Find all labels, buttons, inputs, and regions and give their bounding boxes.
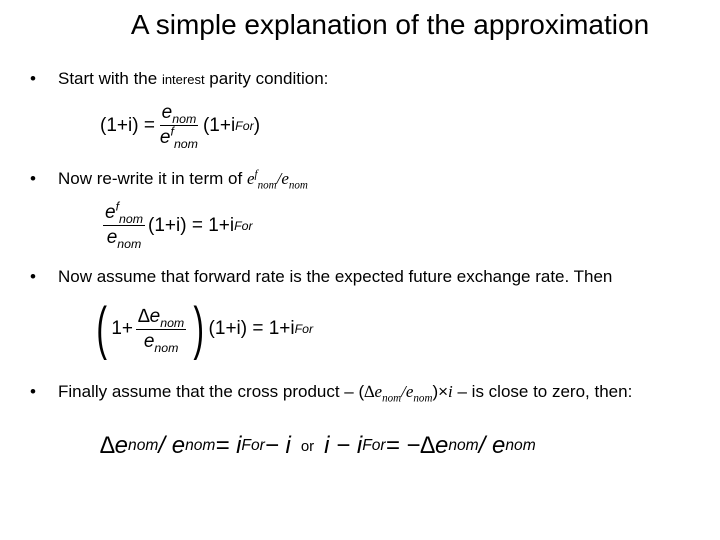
- eq-var: / e: [478, 432, 506, 459]
- math-var: /e: [276, 169, 289, 188]
- eq-var: − i: [264, 432, 291, 459]
- equation-1: (1+i) = $\frac{e_{nom}}{e^f_{nom}}$ (1+i For ): [100, 102, 261, 151]
- math-var: e: [246, 169, 255, 188]
- bullet-1: [30, 68, 328, 91]
- eq-var: e: [105, 202, 116, 223]
- math-var: /e: [401, 382, 414, 401]
- fraction: [136, 306, 186, 353]
- bullet-text: parity condition:: [204, 69, 329, 88]
- bullet-small-text: interest: [161, 72, 205, 87]
- eq-text: (1+i) = 1+i: [148, 214, 235, 236]
- math-sub: nom: [288, 179, 308, 192]
- eq-sub: nom: [119, 211, 144, 226]
- bullet-text: Start with the: [58, 69, 162, 88]
- eq-text: (1+i) =: [100, 114, 155, 136]
- eq-var: ∆e: [100, 432, 129, 459]
- eq-var: = i: [215, 432, 242, 459]
- eq-var: / e: [158, 432, 186, 459]
- slide-title: A simple explanation of the approximation: [130, 9, 650, 40]
- equation-4: ∆e nom / e nom = i For − i or i − i For = −∆e nom / e nom: [100, 432, 536, 459]
- math-sup: f: [254, 168, 258, 181]
- eq-sub: nom: [172, 111, 197, 126]
- math-sub: nom: [257, 179, 277, 192]
- bullet-2: [30, 168, 308, 190]
- eq-var: e: [159, 127, 171, 148]
- math-var: i: [448, 382, 453, 401]
- eq-sub: nom: [173, 136, 198, 151]
- eq-text: ): [253, 114, 261, 136]
- fraction: [103, 199, 145, 251]
- eq-sup: f: [115, 199, 120, 214]
- eq-var: ∆e: [138, 305, 161, 327]
- eq-var: e: [143, 330, 155, 352]
- equation-2: $\frac{e^f_{nom}}{e_{nom}}$ (1+i) = 1+i For: [105, 199, 253, 251]
- bullet-text: )×: [432, 382, 449, 401]
- bullet-3: [30, 266, 612, 288]
- eq-text: (1+i: [202, 114, 236, 136]
- fraction: [158, 102, 200, 149]
- math-sub: nom: [382, 392, 402, 405]
- bullet-text: Now assume that forward rate is the expected future exchange rate. Then: [58, 267, 613, 286]
- or-label: or: [300, 437, 315, 455]
- eq-sub: nom: [160, 315, 185, 330]
- eq-var: i − i: [324, 432, 363, 459]
- bullet-dot: •: [30, 382, 36, 401]
- eq-var: e: [106, 227, 118, 248]
- eq-var: e: [161, 102, 173, 123]
- bullet-text: Finally assume that the cross product – (: [58, 382, 365, 401]
- eq-text: (1+i) = 1+i: [208, 318, 295, 339]
- math-sub: nom: [413, 392, 433, 405]
- eq-sub: nom: [154, 340, 179, 355]
- bullet-4: [30, 381, 632, 403]
- eq-sub: nom: [117, 236, 142, 251]
- bullet-dot: •: [30, 267, 36, 286]
- bullet-text: Now re-write it in term of: [58, 169, 247, 188]
- bullet-dot: •: [30, 169, 36, 188]
- eq-sup: f: [170, 124, 174, 139]
- math-var: ∆e: [364, 382, 383, 401]
- eq-var: = −∆e: [385, 432, 449, 459]
- eq-text: 1+: [111, 318, 133, 339]
- bullet-text: – is close to zero, then:: [452, 382, 633, 401]
- left-paren: (: [96, 296, 107, 361]
- bullet-dot: •: [30, 69, 36, 88]
- equation-3: ( 1+ $\frac{\Delta e_{nom}}{e_{nom}}$ ) (1+i) = 1+i For: [96, 296, 314, 361]
- right-paren: ): [193, 296, 205, 361]
